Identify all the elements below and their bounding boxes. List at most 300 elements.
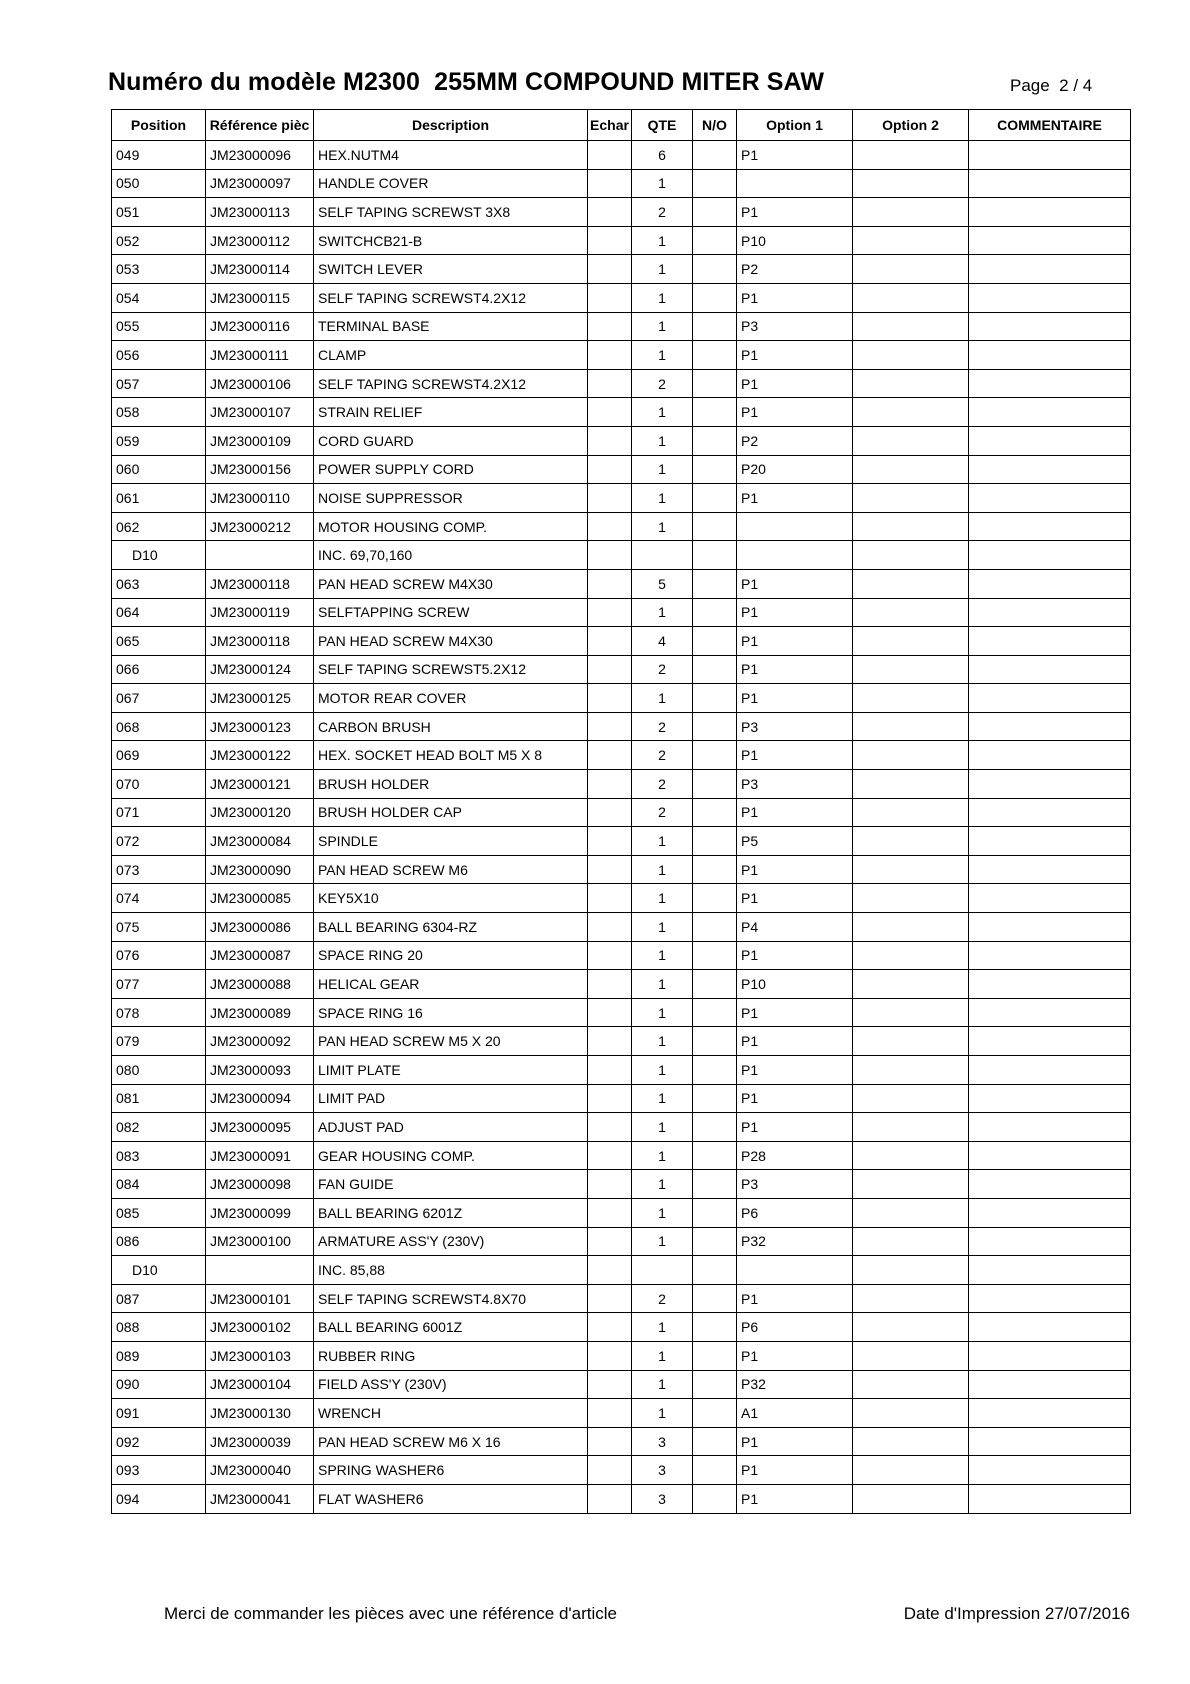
cell-description: CARBON BRUSH bbox=[314, 712, 588, 741]
cell-qte: 1 bbox=[632, 1341, 693, 1370]
cell-qte: 1 bbox=[632, 255, 693, 284]
cell-option2 bbox=[853, 770, 969, 799]
cell-qte: 1 bbox=[632, 998, 693, 1027]
cell-reference: JM23000089 bbox=[206, 998, 314, 1027]
cell-description: FLAT WASHER6 bbox=[314, 1484, 588, 1513]
table-row bbox=[112, 1113, 1131, 1142]
cell-qte: 2 bbox=[632, 798, 693, 827]
cell-commentaire bbox=[969, 1313, 1131, 1342]
cell-no bbox=[693, 712, 737, 741]
table-row bbox=[112, 484, 1131, 513]
cell-position: 071 bbox=[112, 798, 206, 827]
cell-position: 051 bbox=[112, 198, 206, 227]
cell-commentaire bbox=[969, 884, 1131, 913]
cell-qte: 1 bbox=[632, 855, 693, 884]
table-row bbox=[112, 1484, 1131, 1513]
cell-commentaire bbox=[969, 1056, 1131, 1085]
cell-reference: JM23000091 bbox=[206, 1141, 314, 1170]
cell-option2 bbox=[853, 283, 969, 312]
cell-option1: P3 bbox=[737, 770, 853, 799]
cell-no bbox=[693, 855, 737, 884]
cell-commentaire bbox=[969, 827, 1131, 856]
cell-option1: P2 bbox=[737, 426, 853, 455]
table-row bbox=[112, 1399, 1131, 1428]
cell-reference: JM23000111 bbox=[206, 341, 314, 370]
cell-option1 bbox=[737, 169, 853, 198]
cell-commentaire bbox=[969, 655, 1131, 684]
col-echange: Echar bbox=[588, 110, 632, 141]
cell-echange bbox=[588, 1227, 632, 1256]
cell-commentaire bbox=[969, 1256, 1131, 1285]
cell-position: 060 bbox=[112, 455, 206, 484]
cell-reference: JM23000099 bbox=[206, 1198, 314, 1227]
table-row bbox=[112, 1027, 1131, 1056]
cell-position: 090 bbox=[112, 1370, 206, 1399]
cell-reference: JM23000107 bbox=[206, 398, 314, 427]
cell-position: 070 bbox=[112, 770, 206, 799]
cell-option2 bbox=[853, 1484, 969, 1513]
cell-position: 076 bbox=[112, 941, 206, 970]
cell-description: INC. 69,70,160 bbox=[314, 541, 588, 570]
cell-reference bbox=[206, 541, 314, 570]
cell-echange bbox=[588, 1056, 632, 1085]
cell-position: D10 bbox=[112, 1256, 206, 1285]
cell-description: GEAR HOUSING COMP. bbox=[314, 1141, 588, 1170]
cell-no bbox=[693, 598, 737, 627]
cell-commentaire bbox=[969, 1084, 1131, 1113]
cell-commentaire bbox=[969, 398, 1131, 427]
cell-no bbox=[693, 1056, 737, 1085]
cell-commentaire bbox=[969, 484, 1131, 513]
cell-option2 bbox=[853, 1456, 969, 1485]
cell-position: 058 bbox=[112, 398, 206, 427]
cell-no bbox=[693, 141, 737, 170]
cell-option2 bbox=[853, 1141, 969, 1170]
cell-option2 bbox=[853, 226, 969, 255]
cell-commentaire bbox=[969, 770, 1131, 799]
cell-no bbox=[693, 1170, 737, 1199]
cell-option1: P1 bbox=[737, 798, 853, 827]
cell-no bbox=[693, 1113, 737, 1142]
cell-echange bbox=[588, 970, 632, 999]
cell-commentaire bbox=[969, 684, 1131, 713]
cell-qte: 1 bbox=[632, 455, 693, 484]
table-row bbox=[112, 1370, 1131, 1399]
table-row bbox=[112, 1198, 1131, 1227]
cell-reference: JM23000118 bbox=[206, 627, 314, 656]
cell-position: 078 bbox=[112, 998, 206, 1027]
cell-option1: P1 bbox=[737, 283, 853, 312]
cell-reference: JM23000103 bbox=[206, 1341, 314, 1370]
cell-description: NOISE SUPPRESSOR bbox=[314, 484, 588, 513]
cell-commentaire bbox=[969, 1370, 1131, 1399]
cell-reference: JM23000130 bbox=[206, 1399, 314, 1428]
footer-note: Merci de commander les pièces avec une référence d'article bbox=[164, 1604, 618, 1623]
table-row bbox=[112, 1170, 1131, 1199]
cell-option1: P10 bbox=[737, 226, 853, 255]
cell-no bbox=[693, 770, 737, 799]
cell-option2 bbox=[853, 970, 969, 999]
cell-qte: 1 bbox=[632, 1198, 693, 1227]
cell-qte: 3 bbox=[632, 1484, 693, 1513]
cell-position: 062 bbox=[112, 512, 206, 541]
cell-option1: P1 bbox=[737, 855, 853, 884]
cell-echange bbox=[588, 1427, 632, 1456]
cell-commentaire bbox=[969, 1141, 1131, 1170]
cell-description: HEX.NUTM4 bbox=[314, 141, 588, 170]
cell-reference: JM23000084 bbox=[206, 827, 314, 856]
cell-option2 bbox=[853, 1113, 969, 1142]
cell-qte: 4 bbox=[632, 627, 693, 656]
cell-option2 bbox=[853, 1198, 969, 1227]
cell-option1: P2 bbox=[737, 255, 853, 284]
cell-option1: P1 bbox=[737, 1484, 853, 1513]
cell-qte: 6 bbox=[632, 141, 693, 170]
cell-echange bbox=[588, 1456, 632, 1485]
cell-qte: 2 bbox=[632, 369, 693, 398]
cell-reference: JM23000123 bbox=[206, 712, 314, 741]
cell-echange bbox=[588, 1170, 632, 1199]
cell-reference: JM23000095 bbox=[206, 1113, 314, 1142]
table-row bbox=[112, 970, 1131, 999]
cell-reference: JM23000113 bbox=[206, 198, 314, 227]
cell-commentaire bbox=[969, 1198, 1131, 1227]
cell-option1: P1 bbox=[737, 655, 853, 684]
cell-description: INC. 85,88 bbox=[314, 1256, 588, 1285]
cell-echange bbox=[588, 1256, 632, 1285]
cell-option2 bbox=[853, 484, 969, 513]
table-row bbox=[112, 455, 1131, 484]
cell-qte: 1 bbox=[632, 1170, 693, 1199]
cell-description: KEY5X10 bbox=[314, 884, 588, 913]
cell-commentaire bbox=[969, 1399, 1131, 1428]
cell-description: BALL BEARING 6304-RZ bbox=[314, 913, 588, 942]
cell-position: 059 bbox=[112, 426, 206, 455]
cell-qte: 1 bbox=[632, 913, 693, 942]
cell-position: 064 bbox=[112, 598, 206, 627]
cell-option1: P1 bbox=[737, 1084, 853, 1113]
cell-option2 bbox=[853, 798, 969, 827]
cell-option1: P1 bbox=[737, 627, 853, 656]
col-no: N/O bbox=[693, 110, 737, 141]
cell-qte: 1 bbox=[632, 1370, 693, 1399]
cell-option2 bbox=[853, 1170, 969, 1199]
cell-no bbox=[693, 913, 737, 942]
cell-no bbox=[693, 512, 737, 541]
cell-position: 072 bbox=[112, 827, 206, 856]
cell-description: FAN GUIDE bbox=[314, 1170, 588, 1199]
page-number: Page 2 / 4 bbox=[1010, 76, 1093, 95]
cell-option1: P1 bbox=[737, 398, 853, 427]
cell-no bbox=[693, 283, 737, 312]
cell-option2 bbox=[853, 827, 969, 856]
cell-commentaire bbox=[969, 426, 1131, 455]
cell-description: LIMIT PAD bbox=[314, 1084, 588, 1113]
cell-reference: JM23000087 bbox=[206, 941, 314, 970]
cell-option1: P6 bbox=[737, 1313, 853, 1342]
cell-description: SELF TAPING SCREWST4.8X70 bbox=[314, 1284, 588, 1313]
cell-position: 083 bbox=[112, 1141, 206, 1170]
cell-qte: 1 bbox=[632, 598, 693, 627]
table-row bbox=[112, 798, 1131, 827]
cell-option1: P1 bbox=[737, 1113, 853, 1142]
cell-no bbox=[693, 341, 737, 370]
table-row bbox=[112, 569, 1131, 598]
cell-description: RUBBER RING bbox=[314, 1341, 588, 1370]
cell-no bbox=[693, 226, 737, 255]
table-row bbox=[112, 198, 1131, 227]
cell-position: 087 bbox=[112, 1284, 206, 1313]
cell-option2 bbox=[853, 1284, 969, 1313]
cell-no bbox=[693, 484, 737, 513]
cell-option1: P1 bbox=[737, 1341, 853, 1370]
cell-qte: 2 bbox=[632, 198, 693, 227]
cell-position: 084 bbox=[112, 1170, 206, 1199]
cell-description: STRAIN RELIEF bbox=[314, 398, 588, 427]
cell-commentaire bbox=[969, 169, 1131, 198]
table-row bbox=[112, 283, 1131, 312]
cell-echange bbox=[588, 255, 632, 284]
cell-no bbox=[693, 1141, 737, 1170]
cell-position: 074 bbox=[112, 884, 206, 913]
cell-qte: 1 bbox=[632, 283, 693, 312]
col-position: Position bbox=[112, 110, 206, 141]
cell-echange bbox=[588, 941, 632, 970]
cell-description: MOTOR HOUSING COMP. bbox=[314, 512, 588, 541]
cell-option2 bbox=[853, 627, 969, 656]
cell-option2 bbox=[853, 1256, 969, 1285]
cell-description: SPACE RING 20 bbox=[314, 941, 588, 970]
cell-echange bbox=[588, 569, 632, 598]
cell-reference: JM23000115 bbox=[206, 283, 314, 312]
cell-commentaire bbox=[969, 198, 1131, 227]
cell-commentaire bbox=[969, 312, 1131, 341]
cell-description: BALL BEARING 6001Z bbox=[314, 1313, 588, 1342]
cell-position: 077 bbox=[112, 970, 206, 999]
table-row bbox=[112, 884, 1131, 913]
cell-no bbox=[693, 426, 737, 455]
cell-option1: P1 bbox=[737, 341, 853, 370]
cell-qte bbox=[632, 1256, 693, 1285]
cell-description: BRUSH HOLDER bbox=[314, 770, 588, 799]
cell-reference: JM23000156 bbox=[206, 455, 314, 484]
cell-description: SELF TAPING SCREWST4.2X12 bbox=[314, 283, 588, 312]
cell-reference: JM23000122 bbox=[206, 741, 314, 770]
cell-echange bbox=[588, 1370, 632, 1399]
cell-echange bbox=[588, 1113, 632, 1142]
cell-no bbox=[693, 1284, 737, 1313]
cell-position: 075 bbox=[112, 913, 206, 942]
cell-description: WRENCH bbox=[314, 1399, 588, 1428]
cell-no bbox=[693, 398, 737, 427]
cell-qte: 1 bbox=[632, 884, 693, 913]
cell-option2 bbox=[853, 569, 969, 598]
cell-reference: JM23000096 bbox=[206, 141, 314, 170]
cell-option2 bbox=[853, 398, 969, 427]
cell-qte: 1 bbox=[632, 970, 693, 999]
cell-description: SELF TAPING SCREWST4.2X12 bbox=[314, 369, 588, 398]
cell-echange bbox=[588, 1399, 632, 1428]
cell-reference: JM23000100 bbox=[206, 1227, 314, 1256]
cell-position: 085 bbox=[112, 1198, 206, 1227]
table-row bbox=[112, 941, 1131, 970]
cell-position: 079 bbox=[112, 1027, 206, 1056]
cell-description: CLAMP bbox=[314, 341, 588, 370]
cell-echange bbox=[588, 1141, 632, 1170]
cell-echange bbox=[588, 855, 632, 884]
cell-description: SELFTAPPING SCREW bbox=[314, 598, 588, 627]
cell-option1: P3 bbox=[737, 312, 853, 341]
cell-qte bbox=[632, 541, 693, 570]
table-row bbox=[112, 541, 1131, 570]
cell-description: SPACE RING 16 bbox=[314, 998, 588, 1027]
table-row bbox=[112, 1256, 1131, 1285]
cell-no bbox=[693, 455, 737, 484]
cell-option1: P1 bbox=[737, 1427, 853, 1456]
cell-option1: P3 bbox=[737, 712, 853, 741]
cell-echange bbox=[588, 712, 632, 741]
cell-description: SPINDLE bbox=[314, 827, 588, 856]
cell-echange bbox=[588, 341, 632, 370]
cell-description: FIELD ASS'Y (230V) bbox=[314, 1370, 588, 1399]
cell-no bbox=[693, 998, 737, 1027]
cell-option2 bbox=[853, 426, 969, 455]
cell-no bbox=[693, 1456, 737, 1485]
cell-no bbox=[693, 255, 737, 284]
cell-echange bbox=[588, 198, 632, 227]
document-title: Numéro du modèle M2300 255MM COMPOUND MITER SAW bbox=[108, 68, 825, 96]
cell-echange bbox=[588, 655, 632, 684]
cell-commentaire bbox=[969, 541, 1131, 570]
cell-position: 093 bbox=[112, 1456, 206, 1485]
cell-description: PAN HEAD SCREW M4X30 bbox=[314, 627, 588, 656]
table-row bbox=[112, 1284, 1131, 1313]
cell-echange bbox=[588, 827, 632, 856]
cell-echange bbox=[588, 169, 632, 198]
cell-echange bbox=[588, 1341, 632, 1370]
cell-reference: JM23000110 bbox=[206, 484, 314, 513]
cell-description: MOTOR REAR COVER bbox=[314, 684, 588, 713]
cell-qte: 2 bbox=[632, 712, 693, 741]
cell-position: 049 bbox=[112, 141, 206, 170]
cell-position: 054 bbox=[112, 283, 206, 312]
cell-position: 063 bbox=[112, 569, 206, 598]
cell-echange bbox=[588, 512, 632, 541]
table-row bbox=[112, 1427, 1131, 1456]
cell-position: 053 bbox=[112, 255, 206, 284]
cell-reference: JM23000104 bbox=[206, 1370, 314, 1399]
cell-option1: P1 bbox=[737, 1284, 853, 1313]
cell-option1 bbox=[737, 512, 853, 541]
cell-echange bbox=[588, 913, 632, 942]
cell-no bbox=[693, 1484, 737, 1513]
cell-position: 081 bbox=[112, 1084, 206, 1113]
cell-echange bbox=[588, 884, 632, 913]
cell-option1: P20 bbox=[737, 455, 853, 484]
cell-qte: 2 bbox=[632, 741, 693, 770]
table-row bbox=[112, 598, 1131, 627]
cell-description: ADJUST PAD bbox=[314, 1113, 588, 1142]
cell-qte: 1 bbox=[632, 484, 693, 513]
col-description: Description bbox=[314, 110, 588, 141]
cell-position: 061 bbox=[112, 484, 206, 513]
cell-option1: P5 bbox=[737, 827, 853, 856]
cell-position: 082 bbox=[112, 1113, 206, 1142]
cell-commentaire bbox=[969, 798, 1131, 827]
cell-qte: 1 bbox=[632, 1399, 693, 1428]
cell-option1: P3 bbox=[737, 1170, 853, 1199]
cell-position: 066 bbox=[112, 655, 206, 684]
cell-description: SELF TAPING SCREWST5.2X12 bbox=[314, 655, 588, 684]
table-row bbox=[112, 655, 1131, 684]
cell-no bbox=[693, 198, 737, 227]
cell-no bbox=[693, 884, 737, 913]
cell-qte: 1 bbox=[632, 1227, 693, 1256]
cell-option2 bbox=[853, 1399, 969, 1428]
cell-echange bbox=[588, 798, 632, 827]
cell-reference: JM23000085 bbox=[206, 884, 314, 913]
cell-reference: JM23000086 bbox=[206, 913, 314, 942]
col-commentaire: COMMENTAIRE bbox=[969, 110, 1131, 141]
cell-option2 bbox=[853, 1027, 969, 1056]
table-row bbox=[112, 855, 1131, 884]
cell-position: 065 bbox=[112, 627, 206, 656]
cell-commentaire bbox=[969, 1427, 1131, 1456]
cell-description: HANDLE COVER bbox=[314, 169, 588, 198]
cell-no bbox=[693, 741, 737, 770]
cell-position: 080 bbox=[112, 1056, 206, 1085]
cell-option2 bbox=[853, 684, 969, 713]
cell-echange bbox=[588, 598, 632, 627]
cell-echange bbox=[588, 283, 632, 312]
table-row bbox=[112, 312, 1131, 341]
cell-option1: P1 bbox=[737, 598, 853, 627]
cell-no bbox=[693, 1084, 737, 1113]
cell-option2 bbox=[853, 369, 969, 398]
table-row bbox=[112, 1341, 1131, 1370]
cell-reference: JM23000109 bbox=[206, 426, 314, 455]
col-reference: Référence pièc bbox=[206, 110, 314, 141]
table-row bbox=[112, 1227, 1131, 1256]
cell-qte: 1 bbox=[632, 1084, 693, 1113]
cell-description: PAN HEAD SCREW M4X30 bbox=[314, 569, 588, 598]
cell-qte: 1 bbox=[632, 512, 693, 541]
cell-qte: 1 bbox=[632, 426, 693, 455]
cell-option2 bbox=[853, 141, 969, 170]
cell-no bbox=[693, 169, 737, 198]
cell-position: 091 bbox=[112, 1399, 206, 1428]
cell-reference: JM23000040 bbox=[206, 1456, 314, 1485]
cell-description: SWITCHCB21-B bbox=[314, 226, 588, 255]
cell-reference: JM23000041 bbox=[206, 1484, 314, 1513]
cell-option2 bbox=[853, 1084, 969, 1113]
cell-echange bbox=[588, 226, 632, 255]
cell-option2 bbox=[853, 712, 969, 741]
cell-no bbox=[693, 312, 737, 341]
cell-commentaire bbox=[969, 712, 1131, 741]
cell-position: 055 bbox=[112, 312, 206, 341]
cell-option1: P10 bbox=[737, 970, 853, 999]
cell-reference: JM23000121 bbox=[206, 770, 314, 799]
cell-position: 068 bbox=[112, 712, 206, 741]
cell-reference: JM23000094 bbox=[206, 1084, 314, 1113]
cell-echange bbox=[588, 998, 632, 1027]
cell-no bbox=[693, 1427, 737, 1456]
cell-option1: P1 bbox=[737, 1027, 853, 1056]
cell-option2 bbox=[853, 855, 969, 884]
cell-reference: JM23000124 bbox=[206, 655, 314, 684]
cell-description: PAN HEAD SCREW M6 X 16 bbox=[314, 1427, 588, 1456]
